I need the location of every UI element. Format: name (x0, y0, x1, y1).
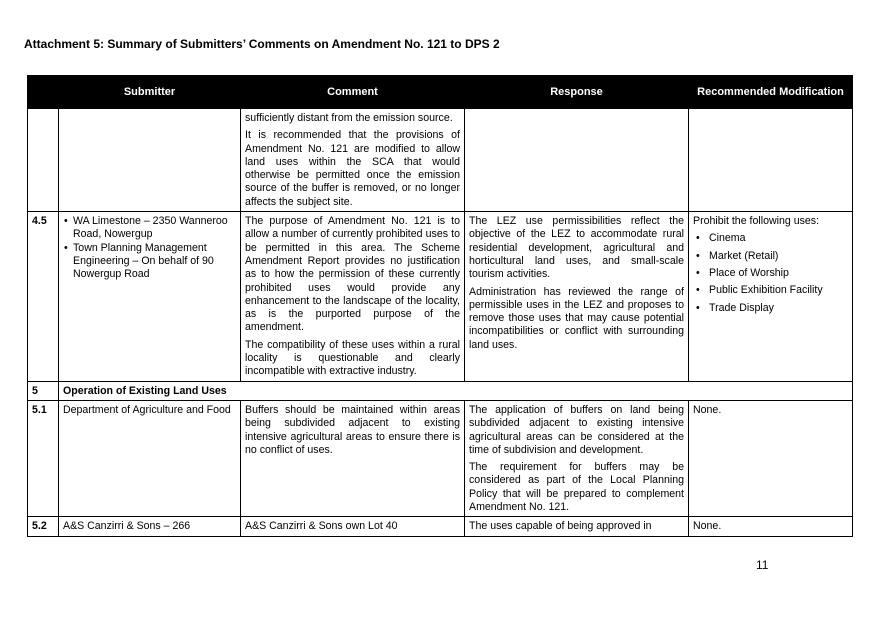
response-paragraph: Administration has reviewed the range of permissible uses in the LEZ and proposes to remove those uses that may cause potential incompatibilities or conflict with surrounding land uses. (469, 285, 684, 351)
prohibited-use-item: • Place of Worship (709, 267, 848, 280)
response-paragraph: The LEZ use permissibilities reflect the objective of the LEZ to accommodate rural residential development, agricultural and horticultural land uses, and small-scale tourism activities. (469, 215, 684, 281)
table-row (28, 400, 853, 516)
comment-paragraph: A&S Canzirri & Sons own Lot 40 (245, 520, 398, 533)
cell-comment (241, 400, 465, 516)
response-paragraph: The application of buffers on land being subdivided adjacent to existing intensive agricultural areas can be considered at the time of subdivision and development. (469, 403, 684, 456)
cell-response (465, 109, 689, 212)
section-heading: Operation of Existing Land Uses (59, 381, 853, 400)
table-row (28, 109, 853, 212)
cell-modification (689, 109, 853, 212)
comment-paragraph: It is recommended that the provisions of Amendment No. 121 are modified to allow land uses within the SCA that would otherwise be permitted once the emission source of the buffer is removed, or no longer affects the subject site. (245, 129, 460, 208)
header-modification: Recommended Modification (689, 76, 853, 109)
submissions-table (27, 75, 853, 537)
header-number (28, 76, 59, 109)
row-number: 4.5 (28, 212, 59, 382)
row-number: 5.1 (28, 400, 59, 516)
section-row (28, 381, 853, 400)
document-title: Attachment 5: Summary of Submitters’ Comments on Amendment No. 121 to DPS 2 (24, 37, 500, 51)
prohibited-uses-list (693, 232, 848, 314)
comment-paragraph: The purpose of Amendment No. 121 is to allow a number of currently prohibited uses to be permitted in this area. The Scheme Amendment Report provides no justification as to how the permission of these currently prohibited uses would provide any enhancement to the landscape of the locality, as is the purported purpose of the amendment. (245, 215, 460, 334)
table-row (28, 212, 853, 382)
prohibited-use-item: • Market (Retail) (709, 250, 848, 263)
response-paragraph: The requirement for buffers may be considered as part of the Local Planning Policy that will be prepared to complement Amendment No. 121. (469, 461, 684, 514)
cell-modification (689, 212, 853, 382)
header-submitter: Submitter (59, 76, 241, 109)
prohibited-use-item: • Trade Display (709, 302, 848, 315)
cell-response (465, 517, 689, 536)
submitter-item: • WA Limestone – 2350 Wanneroo Road, Nowergup (73, 215, 236, 242)
modification-intro: Prohibit the following uses: (693, 215, 820, 228)
cell-modification: None. (689, 400, 853, 516)
cell-number (28, 109, 59, 212)
cell-response (465, 212, 689, 382)
cell-comment (241, 212, 465, 382)
table-header-row (28, 76, 853, 109)
submitter-item: • Town Planning Management Engineering – On behalf of 90 Nowergup Road (73, 242, 236, 282)
cell-submitter: Department of Agriculture and Food (59, 400, 241, 516)
submitter-list (63, 215, 236, 281)
table-row (28, 517, 853, 536)
prohibited-use-item: • Cinema (709, 232, 848, 245)
prohibited-use-item: • Public Exhibition Facility (709, 284, 848, 297)
cell-submitter (59, 109, 241, 212)
section-number: 5 (28, 381, 59, 400)
cell-response (465, 400, 689, 516)
comment-paragraph: sufficiently distant from the emission source. (245, 112, 453, 124)
cell-submitter: A&S Canzirri & Sons – 266 (59, 517, 241, 536)
header-comment: Comment (241, 76, 465, 109)
row-number: 5.2 (28, 517, 59, 536)
page-number: 11 (756, 558, 769, 572)
header-response: Response (465, 76, 689, 109)
response-paragraph: The uses capable of being approved in (469, 520, 652, 533)
cell-submitter (59, 212, 241, 382)
cell-comment (241, 517, 465, 536)
comment-paragraph: Buffers should be maintained within areas being subdivided adjacent to existing intensive agricultural areas to ensure there is no conflict of uses. (245, 403, 460, 456)
cell-comment (241, 109, 465, 212)
cell-modification: None. (689, 517, 853, 536)
comment-paragraph: The compatibility of these uses within a rural locality is questionable and clearly incompatible with extractive industry. (245, 338, 460, 378)
